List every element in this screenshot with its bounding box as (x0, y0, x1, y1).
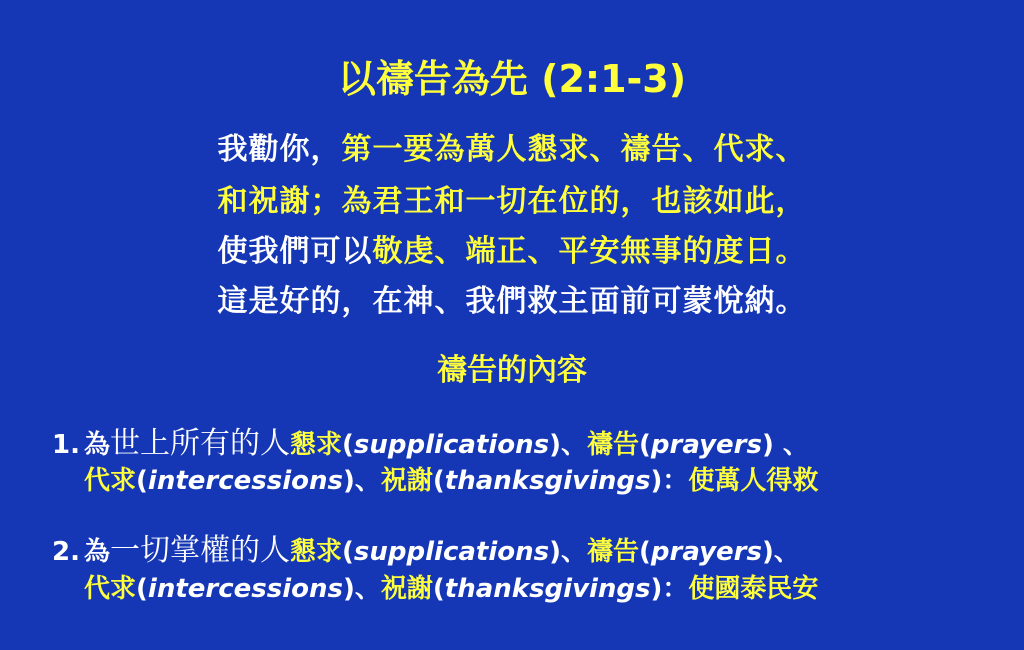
text-segment: ( (136, 466, 148, 496)
text-segment: 為 (84, 430, 111, 460)
verse-line-2 (0, 176, 1024, 220)
text-segment: 禱告 (587, 537, 640, 567)
text-segment: 為 (84, 537, 111, 567)
text-segment: 一切掌權的人 (110, 533, 291, 568)
text-segment: 我勸你， (217, 132, 342, 167)
text-segment: supplications (353, 430, 550, 460)
text-segment: 禱告 (587, 430, 640, 460)
text-segment: )： (650, 574, 689, 604)
text-segment: 敬虔、端正、平安無事的度日。 (372, 234, 807, 269)
list-item-1-line-1 (52, 418, 809, 462)
text-segment: 使萬人得救 (688, 466, 819, 496)
text-segment: thanksgivings (444, 466, 651, 496)
text-segment: 祝謝 (380, 466, 433, 496)
list-item-1-number: 1. (52, 430, 80, 460)
text-segment: 祝謝 (380, 574, 433, 604)
text-segment: intercessions (147, 574, 343, 604)
text-segment: )、 (549, 430, 587, 460)
verse-line-3 (0, 226, 1024, 270)
text-segment: 使國泰民安 (688, 574, 819, 604)
text-segment: 懇求 (290, 430, 343, 460)
text-segment: supplications (353, 537, 550, 567)
slide-title: 以禱告為先 (2:1-3) (337, 57, 687, 101)
text-segment: )、 (342, 466, 381, 496)
text-segment: intercessions (147, 466, 343, 496)
text-segment: 和祝謝；為君王和一切在位的，也該如此， (217, 184, 807, 219)
text-segment: 代求 (84, 574, 137, 604)
list-item-1-line-2 (84, 460, 818, 497)
text-segment: )、 (761, 537, 800, 567)
text-segment: ( (639, 430, 651, 460)
text-segment: 第一要為萬人懇求、禱告、代求、 (341, 132, 807, 167)
text-segment: prayers (650, 430, 762, 460)
text-segment: 懇求 (290, 537, 343, 567)
list-item-2-line-1 (52, 525, 800, 569)
text-segment: thanksgivings (444, 574, 651, 604)
verse-line-1 (0, 124, 1024, 168)
list-item-2-number: 2. (52, 537, 80, 567)
text-segment: 代求 (84, 466, 137, 496)
text-segment: ( (342, 430, 354, 460)
text-segment: 世上所有的人 (110, 426, 291, 461)
text-segment: )、 (549, 537, 587, 567)
list-item-1-text (84, 426, 809, 461)
text-segment: ( (342, 537, 354, 567)
list-item-2-text (84, 533, 800, 568)
text-segment: ( (639, 537, 651, 567)
text-segment: ( (432, 466, 445, 496)
text-segment: ) 、 (761, 430, 809, 460)
text-segment: 使我們可以 (217, 234, 373, 269)
text-segment: )： (650, 466, 689, 496)
list-item-2-line-2 (84, 568, 818, 605)
text-segment: prayers (650, 537, 762, 567)
text-segment: ( (136, 574, 148, 604)
text-segment: ( (432, 574, 445, 604)
text-segment: )、 (342, 574, 381, 604)
verse-line-4 (0, 276, 1024, 320)
text-segment: 這是好的，在神、我們救主面前可蒙悅納。 (217, 284, 807, 319)
section-heading: 禱告的內容 (437, 353, 587, 388)
